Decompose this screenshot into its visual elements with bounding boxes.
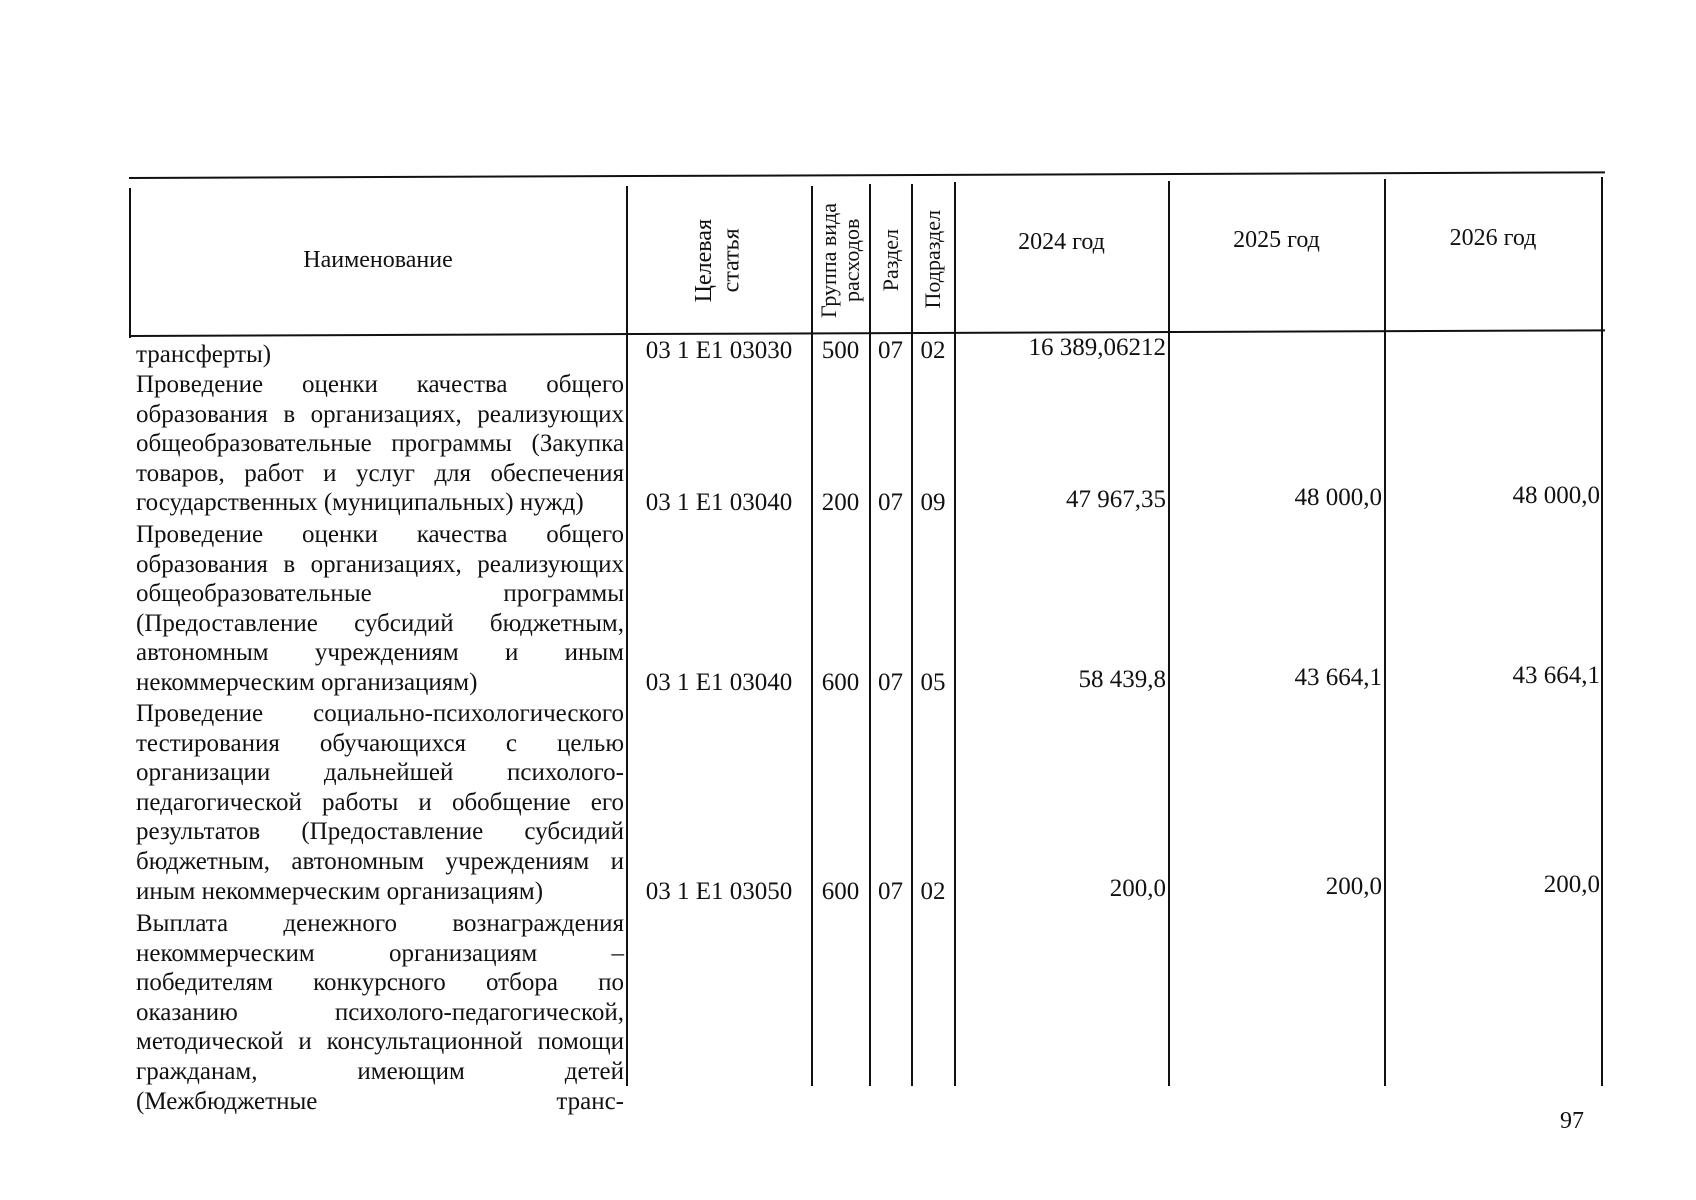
row-value-2024: 47 967,35 — [1066, 486, 1166, 513]
header-year-2026: 2026 год — [1449, 225, 1537, 252]
row-name: трансферты) — [136, 341, 272, 368]
header-subsection: Подраздел — [920, 209, 946, 309]
row-value-2024: 16 389,06212 — [1028, 334, 1166, 361]
header-target-article — [628, 188, 810, 333]
row-value-2024: 200,0 — [1109, 875, 1166, 902]
col-border-7 — [1384, 179, 1386, 1086]
page-number: 97 — [1560, 1108, 1584, 1134]
header-name: Наименование — [303, 247, 453, 274]
header-expense-group — [813, 186, 868, 334]
table-top-border — [129, 171, 1605, 178]
row-name: Проведение оценки качества общего образования в организациях, реализующих общеобразовательные программы (Закупка товаров, работ и услуг для обеспечения государственных (муниципальных) нужд) — [136, 371, 624, 517]
row-subsection: 02 — [920, 337, 946, 364]
row-value-2025: 200,0 — [1325, 873, 1382, 900]
row-value-2025: 48 000,0 — [1294, 484, 1382, 511]
row-name: Проведение оценки качества общего образования в организациях, реализующих общеобразовательные программы (Предоставление субсидий бюджетным, автономным учреждениям и иным некоммерческим организациям) — [136, 521, 624, 696]
row-expense-group: 500 — [821, 337, 860, 364]
row-value-2026: 48 000,0 — [1512, 482, 1600, 509]
col-border-8 — [1601, 177, 1603, 1086]
col-border-6 — [1168, 181, 1170, 1086]
row-target-article: 03 1 Е1 03030 — [645, 337, 793, 364]
row-expense-group: 600 — [821, 669, 860, 696]
row-value-2025: 43 664,1 — [1294, 664, 1382, 691]
header-expense-group-line2: расходов — [839, 218, 865, 302]
row-section: 07 — [878, 878, 903, 905]
row-value-2026: 200,0 — [1543, 871, 1600, 898]
row-subsection: 09 — [920, 489, 946, 516]
header-expense-group-line1: Группа вида — [816, 202, 842, 318]
header-section: Раздел — [877, 228, 903, 292]
row-subsection: 05 — [920, 669, 946, 696]
row-expense-group: 600 — [821, 878, 860, 905]
header-year-2025: 2025 год — [1233, 227, 1320, 254]
row-target-article: 03 1 Е1 03040 — [645, 669, 793, 696]
row-value-2026: 43 664,1 — [1512, 662, 1600, 689]
col-border-5 — [954, 182, 956, 1086]
header-target-article-line2: статья — [719, 228, 745, 293]
row-value-2024: 58 439,8 — [1078, 666, 1166, 693]
row-target-article: 03 1 Е1 03040 — [645, 489, 793, 516]
row-name: Выплата денежного вознаграждения некоммерческим организациям – победителям конкурсного отбора по оказанию психолого-педагогической, методической и консультационной помощи гражданам, имеющим детей (Межбюджетные транс- — [136, 910, 624, 1115]
header-year-2024: 2024 год — [1018, 229, 1105, 256]
header-target-article-line1: Целевая — [691, 218, 718, 303]
row-name: Проведение социально-психологического тестирования обучающихся с целью организации дальнейшей психолого-педагогической работы и обобщение его результатов (Предоставление субсидий бюджетным, автономным учреждениям и иным некоммерческим организациям) — [136, 700, 624, 905]
row-section: 07 — [878, 489, 903, 516]
row-section: 07 — [878, 669, 903, 696]
row-target-article: 03 1 Е1 03050 — [645, 878, 793, 905]
row-section: 07 — [878, 337, 903, 364]
row-expense-group: 200 — [821, 489, 860, 516]
row-subsection: 02 — [920, 878, 946, 905]
